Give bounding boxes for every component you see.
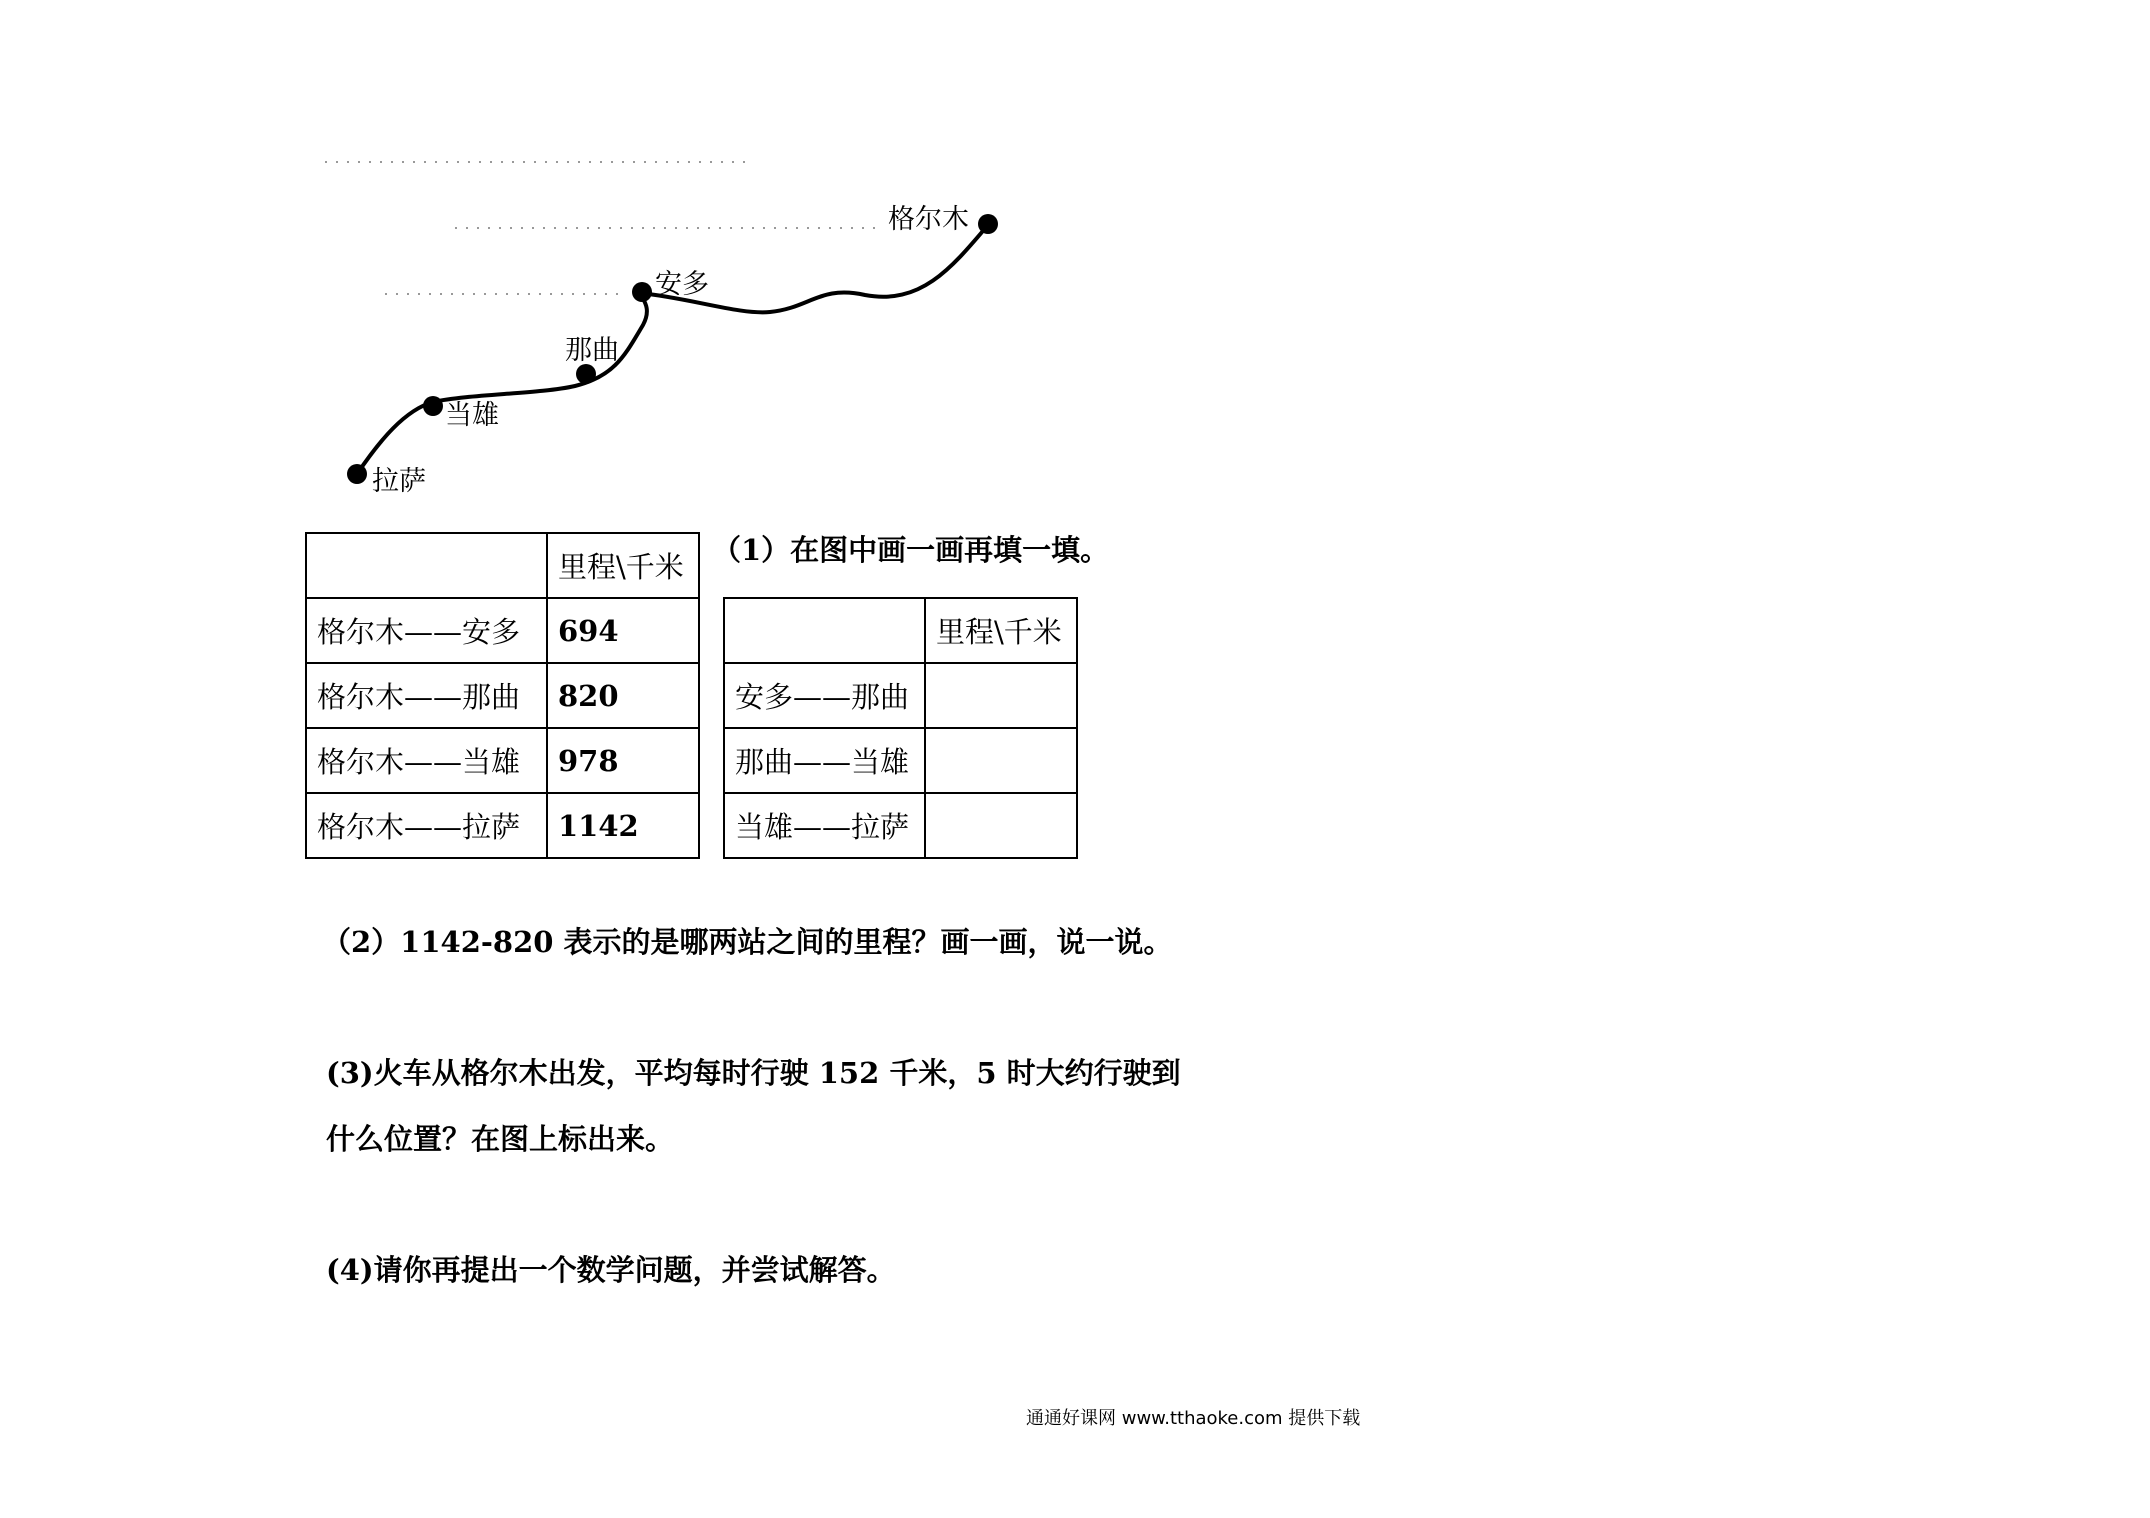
table-header-row — [306, 533, 699, 598]
table-row — [306, 598, 699, 663]
route-cell: 安多——那曲 — [724, 663, 925, 728]
header-blank-cell — [724, 598, 925, 663]
route-cell: 格尔木——那曲 — [306, 663, 547, 728]
route-cell: 格尔木——拉萨 — [306, 793, 547, 858]
station-dot-amdo — [632, 282, 652, 302]
station-dot-golmud — [978, 214, 998, 234]
blank-km-cell[interactable] — [925, 663, 1077, 728]
station-label-amdo: 安多 — [655, 269, 709, 300]
railway-line — [357, 225, 988, 474]
km-cell: 978 — [547, 728, 699, 793]
blank-km-cell[interactable] — [925, 728, 1077, 793]
footer-credit: 通通好课网 www.tthaoke.com 提供下载 — [1026, 1408, 1361, 1429]
header-km-cell: 里程\千米 — [547, 533, 699, 598]
blank-km-cell[interactable] — [925, 793, 1077, 858]
question-3-line-2: 什么位置？在图上标出来。 — [326, 1122, 675, 1156]
table-row — [306, 663, 699, 728]
station-label-golmud: 格尔木 — [888, 204, 969, 235]
table-row — [306, 793, 699, 858]
route-cell: 格尔木——当雄 — [306, 728, 547, 793]
header-blank-cell — [306, 533, 547, 598]
station-label-damxung: 当雄 — [445, 400, 499, 431]
question-4: (4)请你再提出一个数学问题，并尝试解答。 — [326, 1253, 896, 1287]
km-cell: 1142 — [547, 793, 699, 858]
table-row — [724, 793, 1077, 858]
table-row — [724, 728, 1077, 793]
station-dot-lhasa — [347, 464, 367, 484]
table-row — [724, 663, 1077, 728]
known-distance-table — [305, 532, 700, 859]
station-label-nagqu: 那曲 — [565, 335, 619, 366]
header-km-cell: 里程\千米 — [925, 598, 1077, 663]
question-2: （2）1142-820 表示的是哪两站之间的里程？画一画，说一说。 — [322, 925, 1173, 959]
railway-route-map — [0, 0, 1150, 520]
table-row — [306, 728, 699, 793]
km-cell: 694 — [547, 598, 699, 663]
route-cell: 格尔木——安多 — [306, 598, 547, 663]
table-header-row — [724, 598, 1077, 663]
question-1: （1）在图中画一画再填一填。 — [712, 533, 1110, 567]
station-dot-nagqu — [576, 364, 596, 384]
station-label-lhasa: 拉萨 — [372, 466, 426, 497]
station-dot-damxung — [423, 396, 443, 416]
route-cell: 那曲——当雄 — [724, 728, 925, 793]
km-cell: 820 — [547, 663, 699, 728]
route-cell: 当雄——拉萨 — [724, 793, 925, 858]
dotted-guide-lines — [325, 162, 875, 294]
question-3-line-1: (3)火车从格尔木出发，平均每时行驶 152 千米，5 时大约行驶到 — [326, 1056, 1181, 1090]
fill-in-distance-table — [723, 597, 1078, 859]
station-dots — [347, 214, 998, 484]
